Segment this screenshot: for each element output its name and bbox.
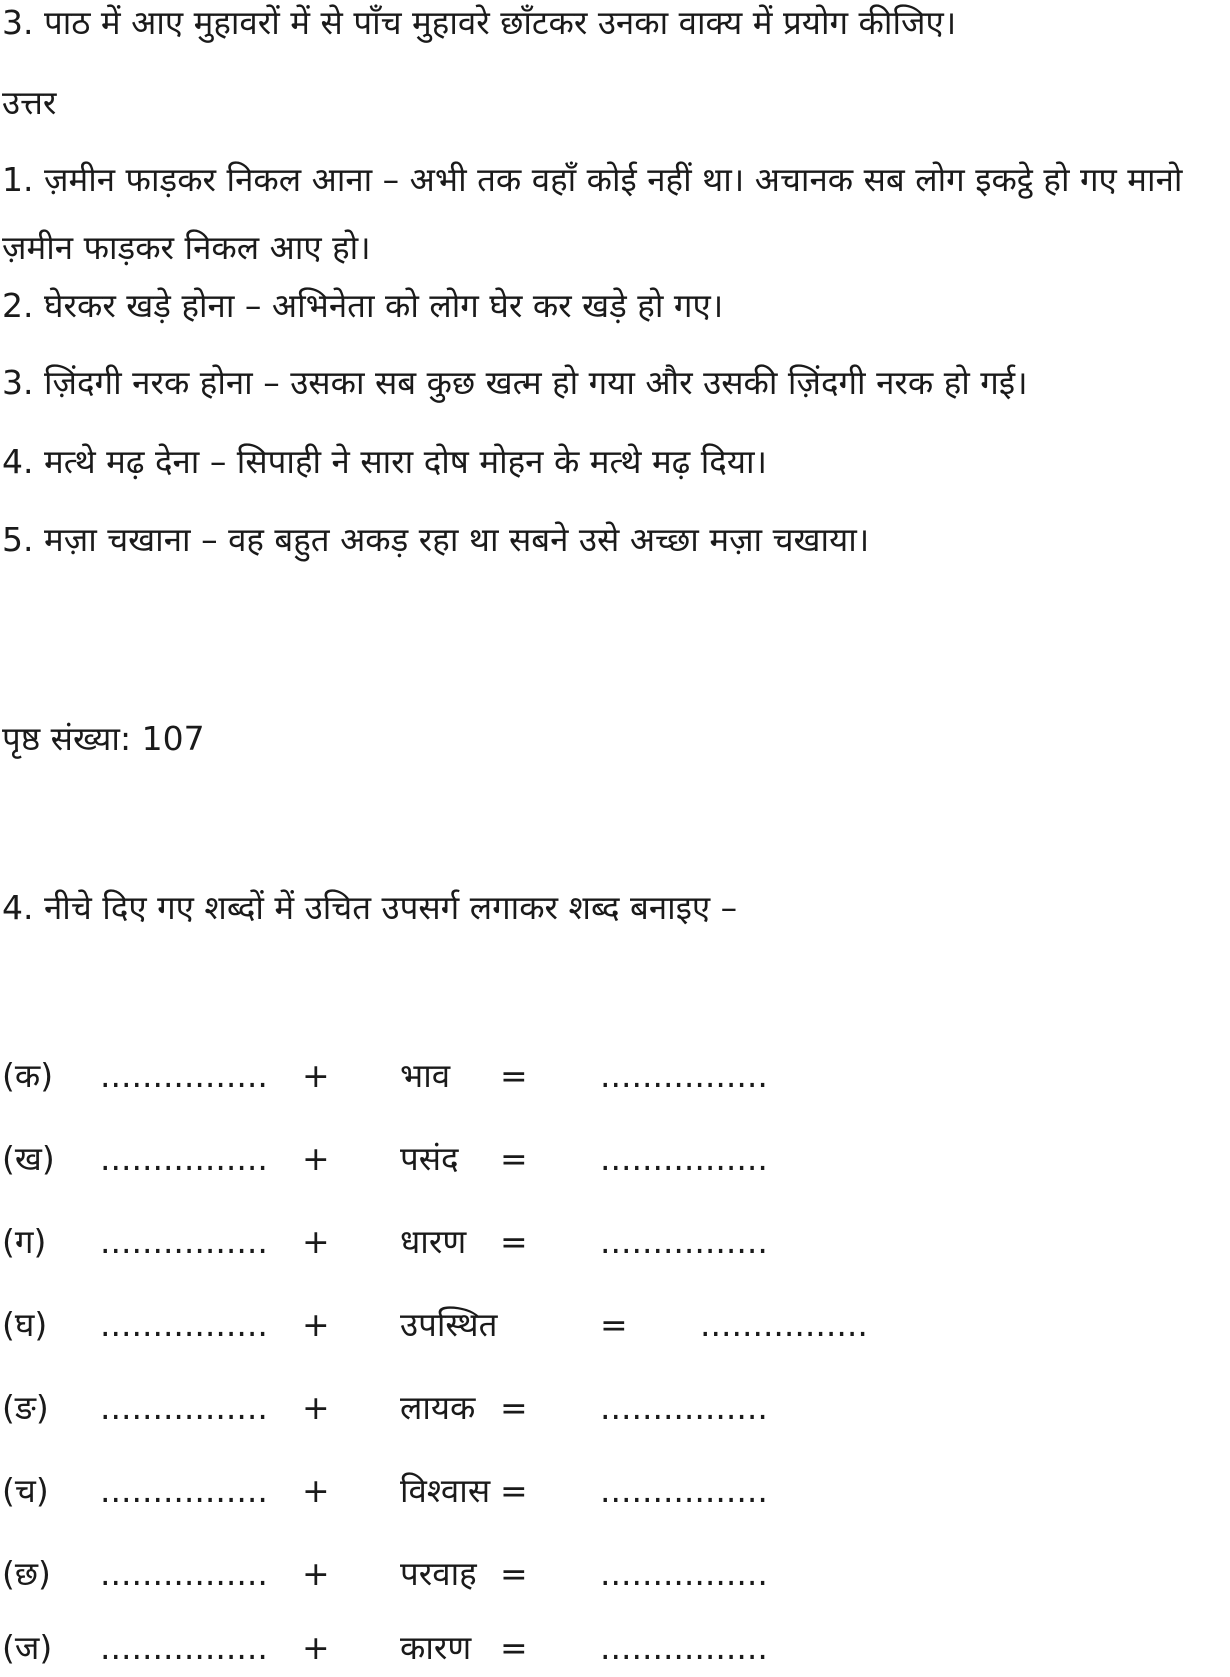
root-word: धारण xyxy=(400,1222,467,1261)
plus-sign: + xyxy=(302,1056,330,1095)
prefix-blank: ................ xyxy=(100,1471,268,1510)
row-label: (छ) xyxy=(2,1554,51,1593)
result-blank: ................ xyxy=(600,1222,768,1261)
result-blank: ................ xyxy=(600,1471,768,1510)
answer-item-5: 5. मज़ा चखाना – वह बहुत अकड़ रहा था सबने उसे अच्छा मज़ा चखाया। xyxy=(2,520,870,559)
exercise-row xyxy=(0,1221,1230,1271)
plus-sign: + xyxy=(302,1554,330,1593)
plus-sign: + xyxy=(302,1222,330,1261)
row-label: (ङ) xyxy=(2,1388,49,1427)
root-word: कारण xyxy=(400,1628,472,1667)
root-word: लायक xyxy=(400,1388,476,1427)
equals-sign: = xyxy=(600,1305,628,1344)
root-word: उपस्थित xyxy=(400,1305,498,1344)
result-blank: ................ xyxy=(600,1554,768,1593)
root-word: भाव xyxy=(400,1056,451,1095)
answer-item-3: 3. ज़िंदगी नरक होना – उसका सब कुछ खत्म हो गया और उसकी ज़िंदगी नरक हो गई। xyxy=(2,363,1028,402)
row-label: (ख) xyxy=(2,1139,55,1178)
row-label: (घ) xyxy=(2,1305,48,1344)
answer-label: उत्तर xyxy=(2,83,57,122)
equals-sign: = xyxy=(500,1056,528,1095)
prefix-blank: ................ xyxy=(100,1554,268,1593)
exercise-row xyxy=(0,1138,1230,1188)
answer-item-1: 1. ज़मीन फाड़कर निकल आना – अभी तक वहाँ कोई नहीं था। अचानक सब लोग इकट्ठे हो गए मानो ज़मीन फाड़कर निकल आए हो। xyxy=(2,160,1183,267)
exercise-row xyxy=(0,1553,1230,1603)
exercise-row xyxy=(0,1304,1230,1354)
exercise-row xyxy=(0,1387,1230,1437)
exercise-row xyxy=(0,1627,1230,1677)
result-blank: ................ xyxy=(600,1388,768,1427)
question-3: 3. पाठ में आए मुहावरों में से पाँच मुहावरे छाँटकर उनका वाक्य में प्रयोग कीजिए। xyxy=(2,3,957,42)
equals-sign: = xyxy=(500,1554,528,1593)
root-word: विश्वास xyxy=(400,1471,491,1510)
prefix-blank: ................ xyxy=(100,1388,268,1427)
prefix-blank: ................ xyxy=(100,1305,268,1344)
equals-sign: = xyxy=(500,1628,528,1667)
result-blank: ................ xyxy=(700,1305,868,1344)
exercise-row xyxy=(0,1470,1230,1520)
root-word: पसंद xyxy=(400,1139,459,1178)
answer-item-2: 2. घेरकर खड़े होना – अभिनेता को लोग घेर कर खड़े हो गए। xyxy=(2,286,724,325)
plus-sign: + xyxy=(302,1139,330,1178)
equals-sign: = xyxy=(500,1139,528,1178)
plus-sign: + xyxy=(302,1471,330,1510)
plus-sign: + xyxy=(302,1305,330,1344)
plus-sign: + xyxy=(302,1628,330,1667)
result-blank: ................ xyxy=(600,1056,768,1095)
prefix-blank: ................ xyxy=(100,1139,268,1178)
page-number: पृष्ठ संख्या: 107 xyxy=(2,719,205,758)
exercise-row xyxy=(0,1055,1230,1105)
equals-sign: = xyxy=(500,1388,528,1427)
prefix-blank: ................ xyxy=(100,1222,268,1261)
row-label: (च) xyxy=(2,1471,49,1510)
answer-item-4: 4. मत्थे मढ़ देना – सिपाही ने सारा दोष मोहन के मत्थे मढ़ दिया। xyxy=(2,442,768,481)
prefix-blank: ................ xyxy=(100,1056,268,1095)
question-4: 4. नीचे दिए गए शब्दों में उचित उपसर्ग लगाकर शब्द बनाइए – xyxy=(2,888,738,927)
row-label: (क) xyxy=(2,1056,54,1095)
result-blank: ................ xyxy=(600,1139,768,1178)
row-label: (ज) xyxy=(2,1628,53,1667)
equals-sign: = xyxy=(500,1222,528,1261)
prefix-blank: ................ xyxy=(100,1628,268,1667)
equals-sign: = xyxy=(500,1471,528,1510)
row-label: (ग) xyxy=(2,1222,47,1261)
plus-sign: + xyxy=(302,1388,330,1427)
root-word: परवाह xyxy=(400,1554,477,1593)
result-blank: ................ xyxy=(600,1628,768,1667)
